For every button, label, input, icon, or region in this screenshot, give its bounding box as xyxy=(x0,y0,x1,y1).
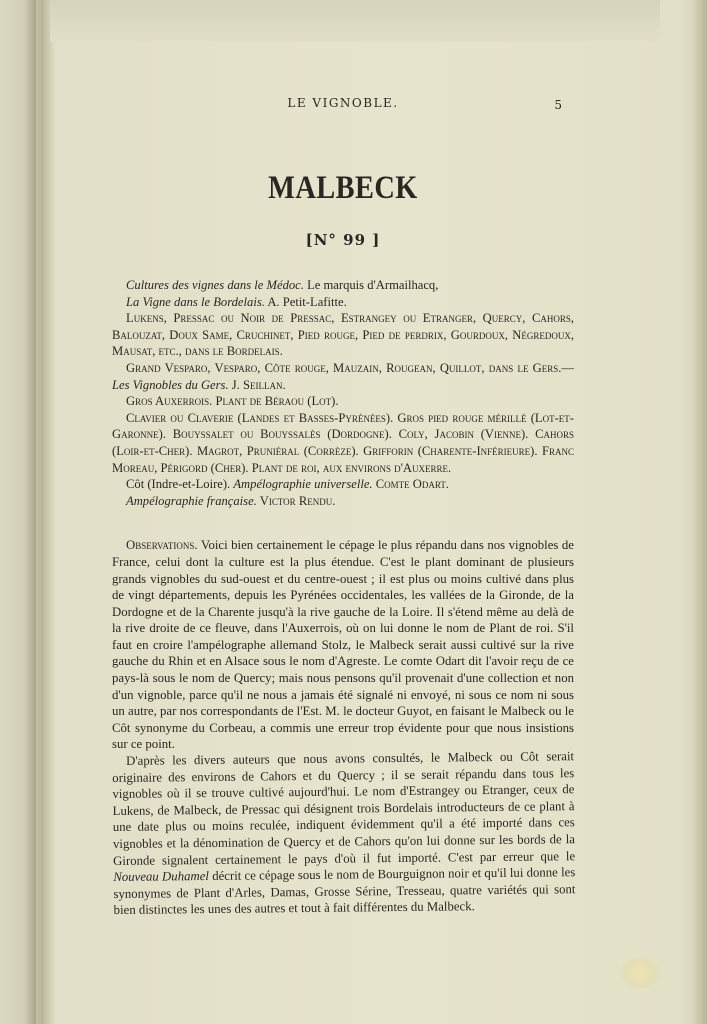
synonym-line xyxy=(112,294,574,311)
entry-number: [N° 99 ] xyxy=(305,231,381,249)
source-title: Ampélographie française. xyxy=(126,493,257,508)
synonym-line xyxy=(112,493,574,510)
page-top-shadow xyxy=(50,0,660,42)
book-page xyxy=(112,96,574,919)
observations-block xyxy=(112,537,574,919)
cited-work: Nouveau Duhamel xyxy=(113,869,210,885)
synonym-line xyxy=(112,476,574,493)
running-head xyxy=(112,96,574,120)
observations-paragraph xyxy=(112,537,574,753)
source-author: Le marquis d'Armailhacq, xyxy=(303,278,439,292)
source-title: Ampélographie universelle. xyxy=(233,477,373,492)
paper-stain xyxy=(620,958,660,988)
running-head-title: LE VIGNOBLE. xyxy=(287,96,399,110)
synonym-line: Clavier ou Claverie (Landes et Basses-Pyrénées). Gros pied rouge mérillé (Lot-et-Garonne). Bouyssalet ou Bouyssalès (Dordogne). Coly, Jacobin (Vienne). Cahors (Loir-et-Cher). Magrot, Pruniéral (Corrèze). Grifforin (Charente-Inférieure). Franc Moreau, Périgord (Cher). Plant de roi, aux environs d'Auxerre. xyxy=(112,410,574,475)
synonym-line: Lukens, Pressac ou Noir de Pressac, Estrangey ou Etranger, Quercy, Cahors, Balouzat, Doux Same, Cruchinet, Pied rouge, Pied de perdrix, Gourdoux, Négredoux, Mausat, etc., dans le Bordelais. xyxy=(112,311,574,359)
source-author: Comte Odart. xyxy=(372,477,449,492)
observations-text: D'après les divers auteurs que nous avons consultés, le Malbeck ou Côt serait originaire des environs de Cahors et du Quercy ; il se serait répandu dans tous les vignobles où il se trouve cultivé aujourd'hui. Le nom d'Estrangey ou Etranger, ceux de Lukens, de Malbeck, de Pressac qui désignent trois Bordelais introducteurs de ce plant à une date plus ou moins reculée, indiquent évidemment qu'il a été importé dans ces vignobles et la dénomination de Quercy et de Cahors qu'on lui donne sur les bords de la Gironde signalent certainement le pays d'où il fut importé. C'est par erreur que le xyxy=(112,749,576,868)
synonym-line xyxy=(112,277,574,294)
observations-lead: Observations. xyxy=(126,538,198,553)
source-title: Les Vignobles du Gers. xyxy=(112,377,229,392)
left-page-edge xyxy=(0,0,36,1024)
page-number: 5 xyxy=(554,98,562,112)
source-author: Victor Rendu. xyxy=(256,493,336,508)
synonyms-block xyxy=(112,277,574,509)
source-author: A. Petit-Lafitte. xyxy=(264,294,347,309)
page-title: MALBECK xyxy=(268,170,418,206)
synonym-text: Côt (Indre-et-Loire). xyxy=(126,477,234,492)
observations-paragraph xyxy=(112,748,576,919)
observations-text: Voici bien certainement le cépage le plus répandu dans nos vignobles de France, celui dont la culture est la plus étendue. C'est le plant dominant de plusieurs grands vignobles du sud-ouest et du centre-ouest ; il est plus ou moins cultivé dans plus de vingt départements, depuis les Pyrénées occidentales, les vallées de la Gironde, de la Dordogne et de la Charente jusqu'à la rive gauche de la Loire. Il s'étend même au delà de la rive droite de ce fleuve, dans l'Auxerrois, où on lui donne le nom de Plant de roi. S'il faut en croire l'ampélographe allemand Stolz, le Malbeck serait aussi cultivé sur la rive gauche du Rhin et en Alsace sous le nom d'Agreste. Le comte Odart dit l'avoir reçu de ce pays-là sous le nom de Quercy; mais nous pensons qu'il provenait d'une collection et non d'un vignoble, parce qu'il ne nous a jamais été signalé ni envoyé, ni sous ce nom ni sous un autre, par nos correspondants de l'Est. M. le docteur Guyot, en faisant le Malbeck ou le Côt synonyme du Corbeau, a commis une erreur trop évidente pour que nous insistions sur ce point. xyxy=(112,538,574,752)
source-title: Cultures des vignes dans le Médoc. xyxy=(126,278,304,292)
source-title: La Vigne dans le Bordelais. xyxy=(126,294,265,309)
source-author: J. Seillan. xyxy=(228,377,286,392)
right-page-edge xyxy=(693,0,707,1024)
synonym-text: Grand Vesparo, Vesparo, Côte rouge, Mauzain, Rougean, Quillot, dans le Gers.— xyxy=(126,360,574,375)
observations-text: décrit ce cépage sous le nom de Bourguignon noir et qu'il lui donne les synonymes de Plant d'Arles, Damas, Grosse Sérine, Tresseau, quatre variétés qui sont bien distinctes les unes des autres et tout à fait différentes du Malbeck. xyxy=(113,865,576,918)
synonym-line: Gros Auxerrois. Plant de Béraou (Lot). xyxy=(126,394,339,409)
synonym-line xyxy=(112,360,574,393)
